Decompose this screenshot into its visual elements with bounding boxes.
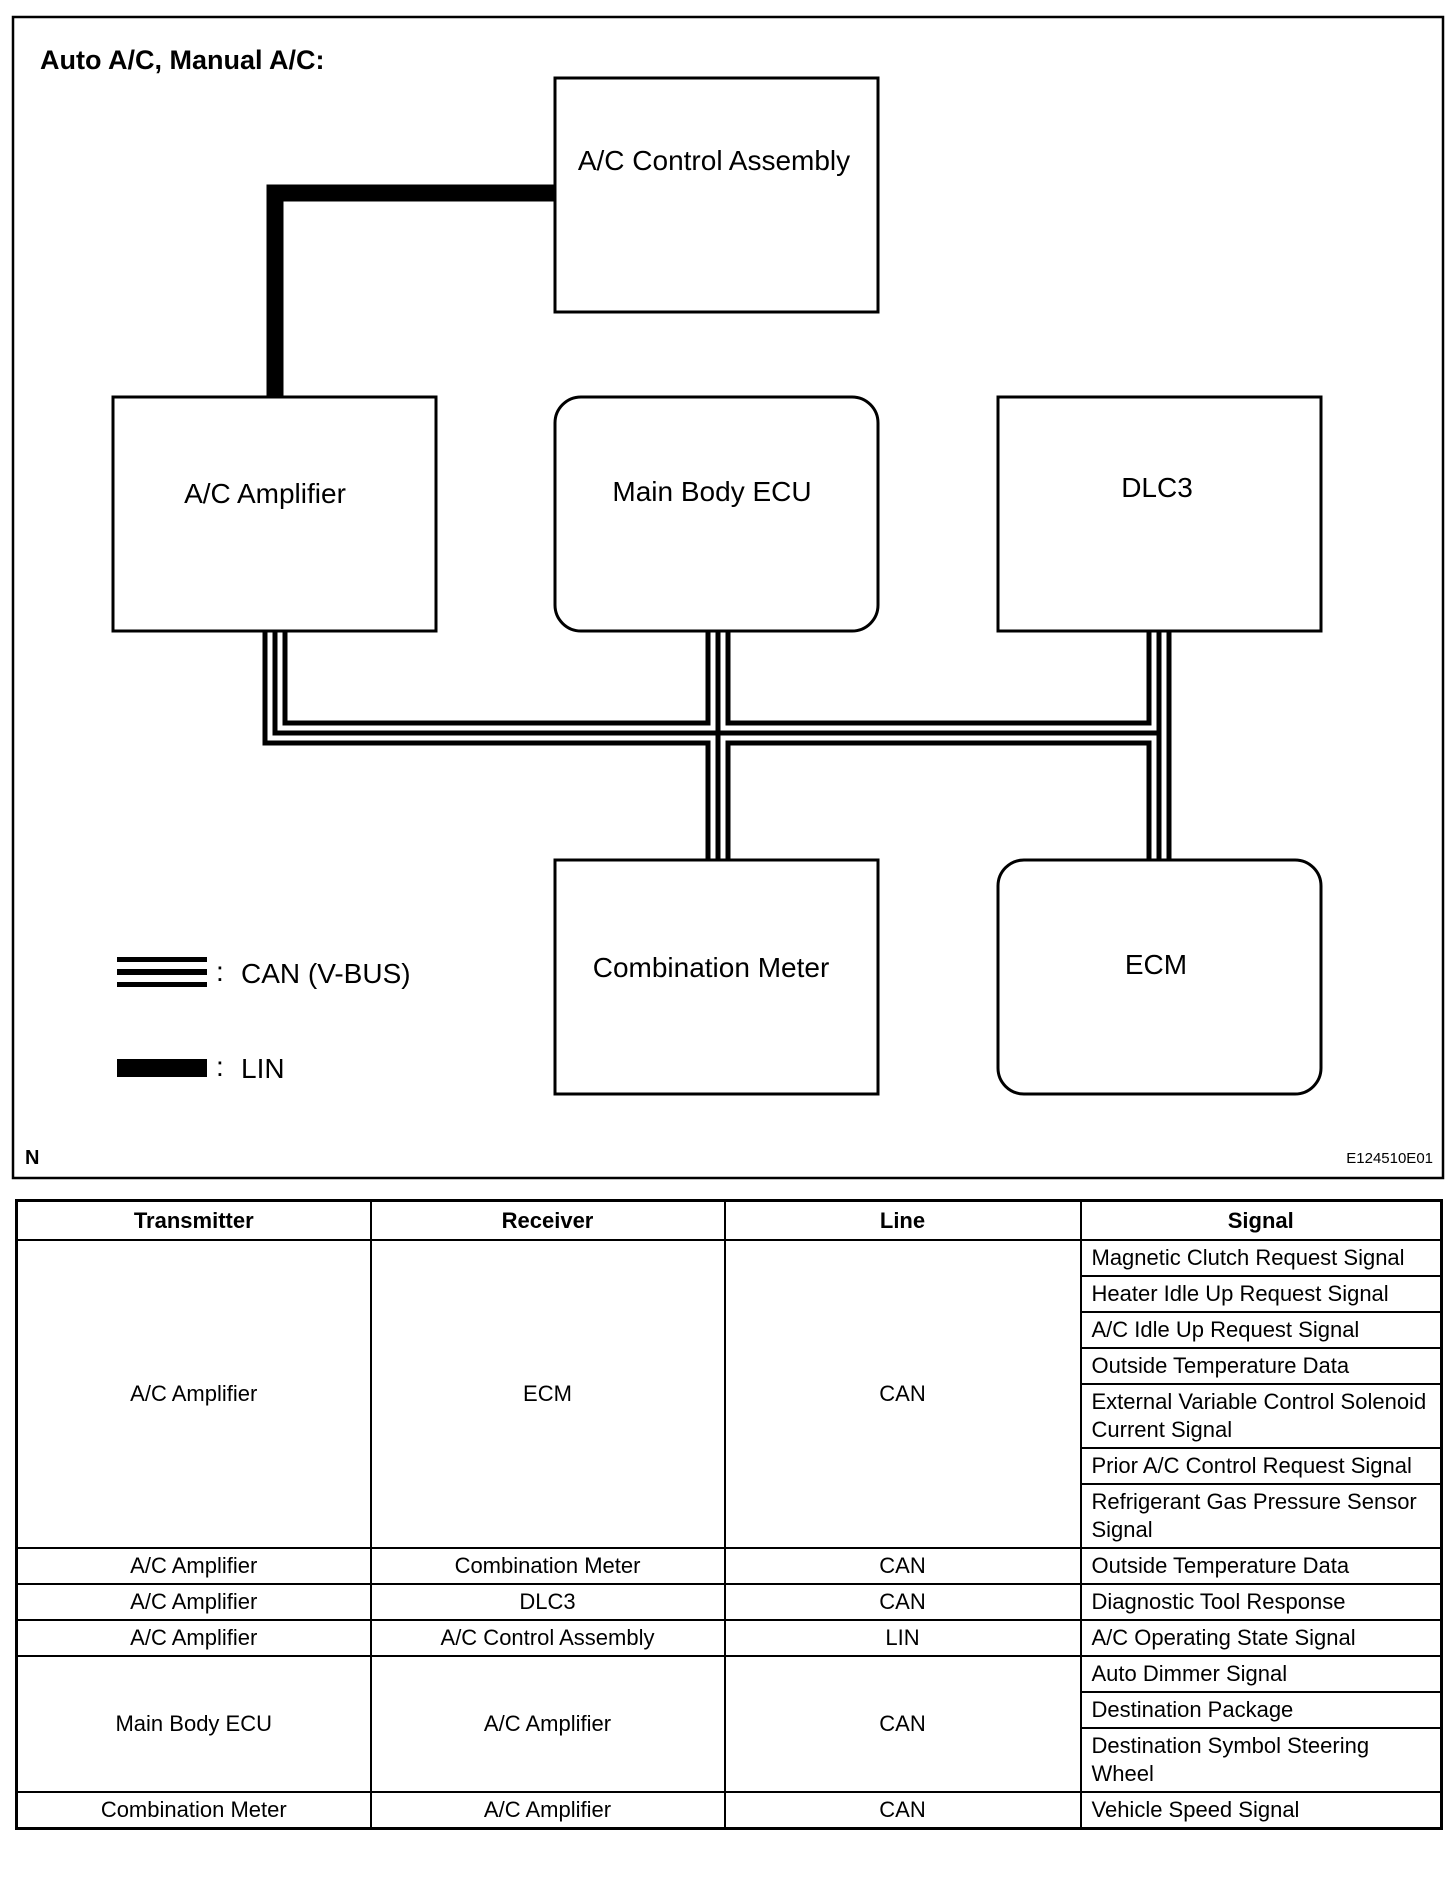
diagram-title: Auto A/C, Manual A/C: [40, 45, 325, 75]
table-row [17, 1656, 1442, 1692]
cell-signal: Magnetic Clutch Request Signal [1081, 1240, 1442, 1276]
cell-line: CAN [725, 1656, 1081, 1792]
header-line: Line [725, 1201, 1081, 1241]
cell-signal: A/C Operating State Signal [1081, 1620, 1442, 1656]
cell-signal: Prior A/C Control Request Signal [1081, 1448, 1442, 1484]
cell-line: CAN [725, 1548, 1081, 1584]
node-ac-control-assembly [555, 78, 878, 312]
table-row [17, 1548, 1442, 1584]
corner-mark: N [25, 1147, 40, 1169]
legend-can-label: CAN (V-BUS) [241, 958, 411, 989]
node-label: A/C Control Assembly [577, 145, 851, 176]
cell-signal: Vehicle Speed Signal [1081, 1792, 1442, 1829]
node-label: ECM [1124, 949, 1188, 980]
cell-signal: Auto Dimmer Signal [1081, 1656, 1442, 1692]
legend-can [117, 956, 411, 989]
cell-line: CAN [725, 1792, 1081, 1829]
cell-receiver: A/C Control Assembly [371, 1620, 725, 1656]
cell-signal: A/C Idle Up Request Signal [1081, 1312, 1442, 1348]
cell-transmitter: Main Body ECU [17, 1656, 371, 1792]
node-label: Combination Meter [592, 952, 830, 983]
header-receiver: Receiver [371, 1201, 725, 1241]
legend-separator: : [216, 1051, 224, 1082]
cell-receiver: A/C Amplifier [371, 1792, 725, 1829]
node-ac-amplifier [113, 397, 436, 631]
cell-signal: External Variable Control Solenoid Current Signal [1081, 1384, 1442, 1448]
cell-signal: Diagnostic Tool Response [1081, 1584, 1442, 1620]
cell-signal: Destination Symbol Steering Wheel [1081, 1728, 1442, 1792]
table-header-row [17, 1201, 1442, 1241]
cell-transmitter: A/C Amplifier [17, 1548, 371, 1584]
header-signal: Signal [1081, 1201, 1442, 1241]
cell-transmitter: A/C Amplifier [17, 1240, 371, 1548]
cell-receiver: DLC3 [371, 1584, 725, 1620]
table-row [17, 1792, 1442, 1829]
cell-signal: Outside Temperature Data [1081, 1348, 1442, 1384]
cell-signal: Destination Package [1081, 1692, 1442, 1728]
cell-transmitter: A/C Amplifier [17, 1620, 371, 1656]
table-row [17, 1584, 1442, 1620]
signal-table [15, 1199, 1443, 1830]
cell-receiver: A/C Amplifier [371, 1656, 725, 1792]
node-label: A/C Amplifier [184, 478, 346, 509]
cell-line: CAN [725, 1584, 1081, 1620]
header-transmitter: Transmitter [17, 1201, 371, 1241]
node-label: Main Body ECU [612, 476, 812, 507]
legend-separator: : [216, 956, 224, 987]
table-row [17, 1240, 1442, 1276]
cell-line: CAN [725, 1240, 1081, 1548]
legend-lin-label: LIN [241, 1053, 285, 1084]
node-label: DLC3 [1121, 472, 1193, 503]
cell-transmitter: A/C Amplifier [17, 1584, 371, 1620]
cell-line: LIN [725, 1620, 1081, 1656]
cell-signal: Refrigerant Gas Pressure Sensor Signal [1081, 1484, 1442, 1548]
node-ecm [998, 860, 1321, 1094]
table-row [17, 1620, 1442, 1656]
figure-id: E124510E01 [1346, 1150, 1433, 1167]
cell-receiver: ECM [371, 1240, 725, 1548]
cell-receiver: Combination Meter [371, 1548, 725, 1584]
cell-transmitter: Combination Meter [17, 1792, 371, 1829]
node-combination-meter [555, 860, 878, 1094]
cell-signal: Heater Idle Up Request Signal [1081, 1276, 1442, 1312]
node-dlc3 [998, 397, 1321, 631]
node-main-body-ecu [555, 397, 878, 631]
cell-signal: Outside Temperature Data [1081, 1548, 1442, 1584]
table-body [17, 1240, 1442, 1829]
